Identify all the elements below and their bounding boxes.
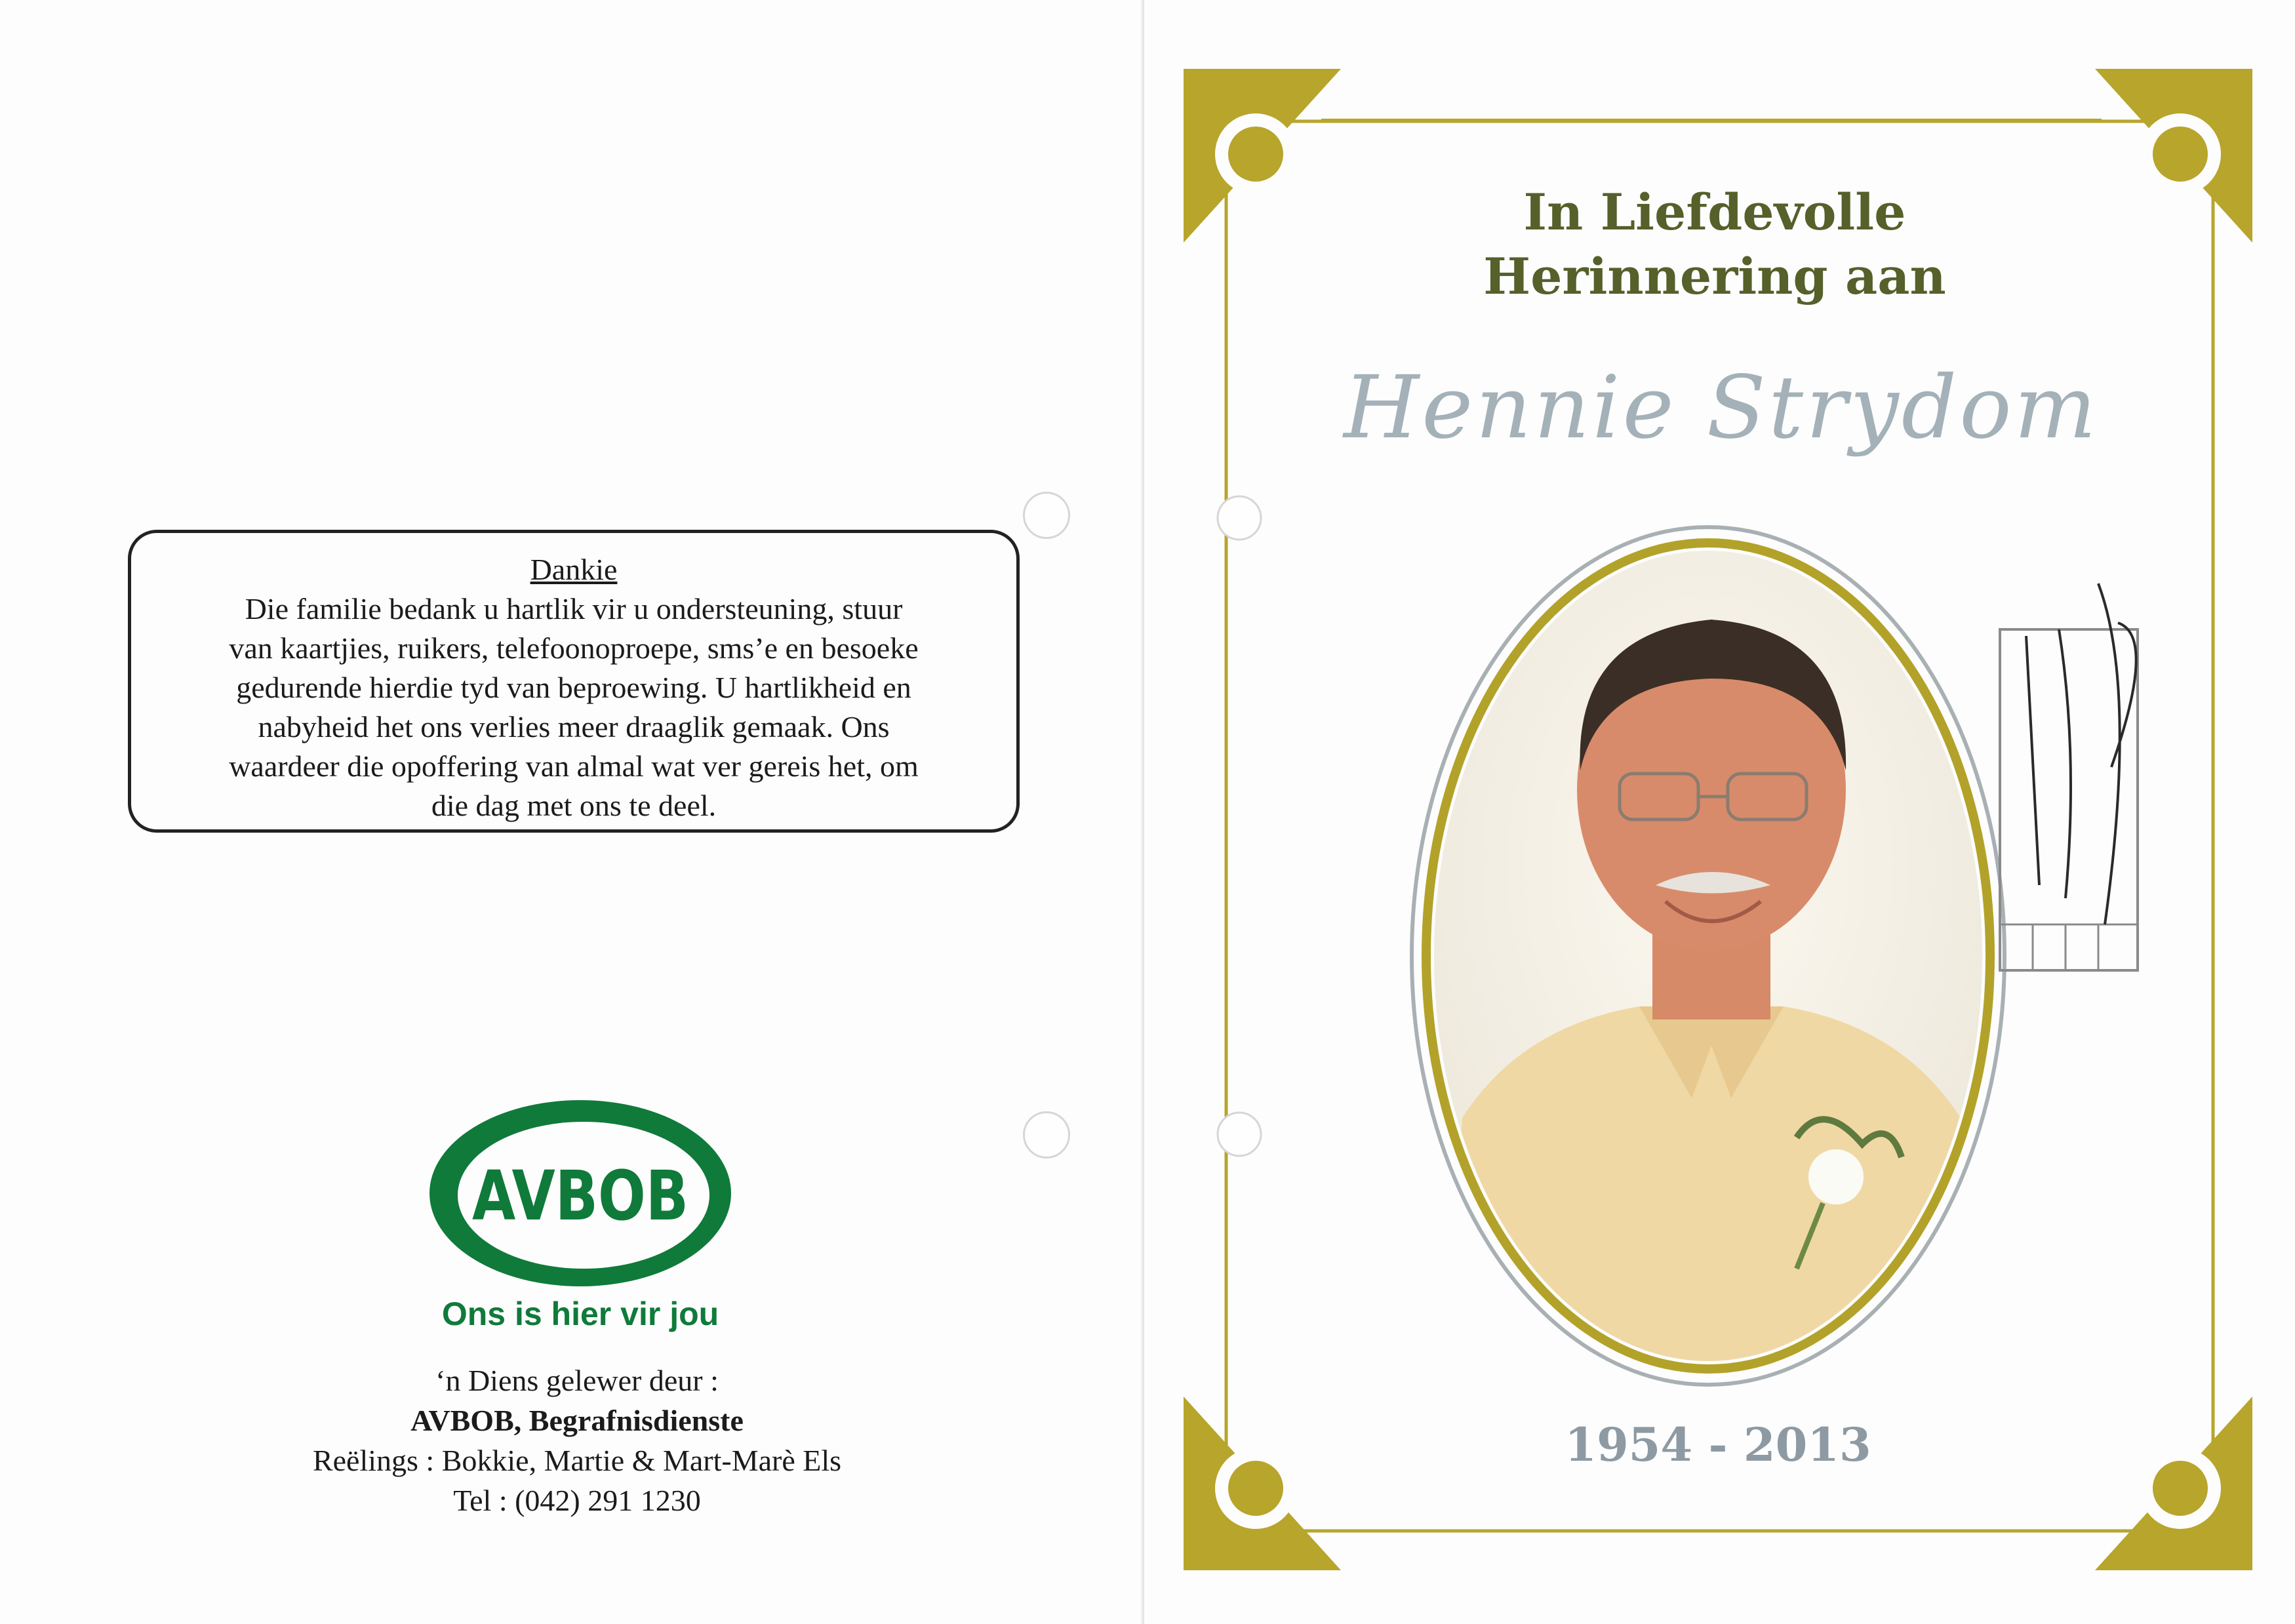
service-phone: Tel : (042) 291 1230 <box>453 1484 701 1517</box>
thanks-line: waardeer die opoffering van almal wat ver gereis het, om <box>229 749 919 783</box>
avbob-logo-graphic <box>420 1085 741 1301</box>
thanks-line: gedurende hierdie tyd van beproewing. U hartlikheid en <box>236 671 911 704</box>
thanks-line: Die familie bedank u hartlik vir u ondersteuning, stuur <box>245 592 903 625</box>
thanks-line: die dag met ons te deel. <box>431 789 717 822</box>
service-info <box>184 1360 970 1520</box>
slogan: Ons is hier vir jou <box>441 1296 719 1332</box>
portrait-photo <box>1403 508 2013 1400</box>
service-line: ‘n Diens gelewer deur : <box>435 1364 719 1397</box>
thanks-text <box>138 589 1010 825</box>
punch-hole <box>1023 1111 1070 1159</box>
heading-line: In Liefdevolle <box>1523 183 1906 241</box>
thanks-line: van kaartjies, ruikers, telefoonoproepe, sms’e en besoeke <box>229 631 919 665</box>
memorial-heading <box>1344 180 2085 309</box>
avbob-logo <box>420 1085 741 1301</box>
punch-hole <box>1023 492 1070 539</box>
life-years: 1954 - 2013 <box>1565 1417 1871 1472</box>
deceased-name: Hennie Strydom <box>1344 357 2099 458</box>
thanks-title: Dankie <box>530 553 618 586</box>
thanks-line: nabyheid het ons verlies meer draaglik gemaak. Ons <box>258 710 890 743</box>
left-page <box>0 0 1144 1624</box>
hand-stamp <box>1987 557 2210 1082</box>
heading-line: Herinnering aan <box>1483 247 1946 306</box>
service-company: AVBOB, Begrafnisdienste <box>410 1404 744 1437</box>
service-arrangements: Reëlings : Bokkie, Martie & Mart-Marè Els <box>312 1444 842 1477</box>
thanks-box <box>128 530 1020 833</box>
logo-text: AVBOB <box>472 1156 688 1236</box>
